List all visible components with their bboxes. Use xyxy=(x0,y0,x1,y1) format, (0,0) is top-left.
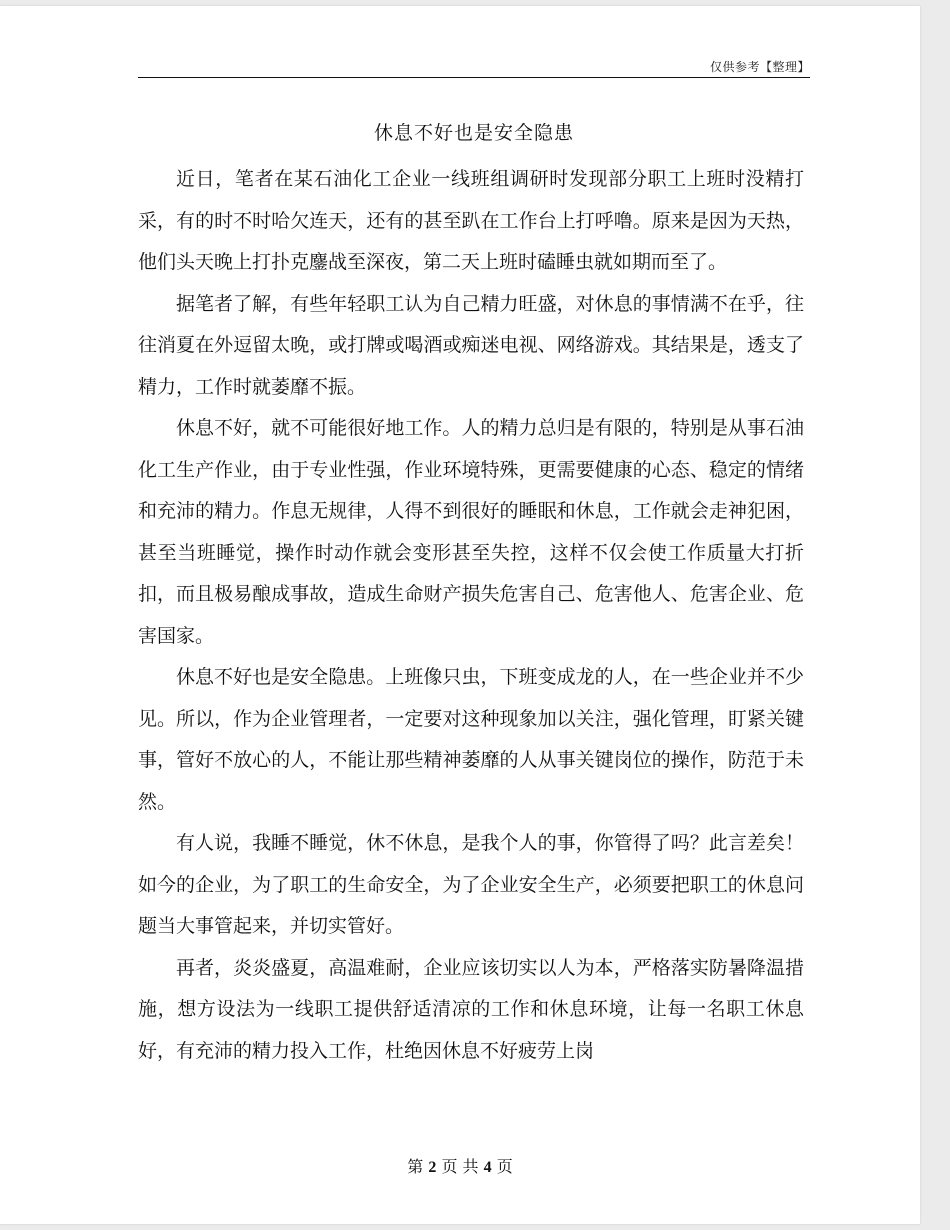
paragraph: 休息不好，就不可能很好地工作。人的精力总归是有限的，特别是从事石油化工生产作业，由于专业性强，作业环境特殊，更需要健康的心态、稳定的情绪和充沛的精力。作息无规律，人得不到很好的睡眠和休息，工作就会走神犯困，甚至当班睡觉，操作时动作就会变形甚至失控，这样不仅会使工作质量大打折扣，而且极易酿成事故，造成生命财产损失危害自己、危害他人、危害企业、危害国家。 xyxy=(138,417,804,647)
header-note: 仅供参考【整理】 xyxy=(709,60,810,74)
current-page-number: 2 xyxy=(428,1159,437,1176)
footer-prefix: 第 xyxy=(407,1157,424,1176)
document-page xyxy=(0,6,920,1224)
total-pages-number: 4 xyxy=(483,1159,492,1176)
paragraph: 据笔者了解，有些年轻职工认为自己精力旺盛，对休息的事情满不在乎，往往消夏在外逗留太晚，或打牌或喝酒或痴迷电视、网络游戏。其结果是，透支了精力，工作时就萎靡不振。 xyxy=(138,292,804,398)
paragraph: 再者，炎炎盛夏，高温难耐，企业应该切实以人为本，严格落实防暑降温措施，想方设法为一线职工提供舒适清凉的工作和休息环境，让每一名职工休息好，有充沛的精力投入工作，杜绝因休息不好疲劳上岗 xyxy=(138,956,804,1062)
footer-suffix: 页 xyxy=(496,1157,513,1176)
footer-middle: 页 共 xyxy=(441,1157,479,1176)
paragraph: 有人说，我睡不睡觉，休不休息，是我个人的事，你管得了吗？此言差矣！如今的企业，为了职工的生命安全，为了企业安全生产，必须要把职工的休息问题当大事管起来，并切实管好。 xyxy=(138,832,804,937)
paragraph: 近日，笔者在某石油化工企业一线班组调研时发现部分职工上班时没精打采，有的时不时哈欠连天，还有的甚至趴在工作台上打呼噜。原来是因为天热，他们头天晚上打扑克鏖战至深夜，第二天上班时磕睡虫就如期而至了。 xyxy=(138,168,804,273)
document-title: 休息不好也是安全隐患 xyxy=(373,122,574,144)
paragraph: 休息不好也是安全隐患。上班像只虫，下班变成龙的人，在一些企业并不少见。所以，作为企业管理者，一定要对这种现象加以关注，强化管理，盯紧关键事，管好不放心的人，不能让那些精神萎靡的人从事关键岗位的操作，防范于未然。 xyxy=(138,666,804,813)
document-body xyxy=(138,159,804,1072)
header-divider xyxy=(138,77,810,78)
page-footer xyxy=(0,1154,920,1177)
